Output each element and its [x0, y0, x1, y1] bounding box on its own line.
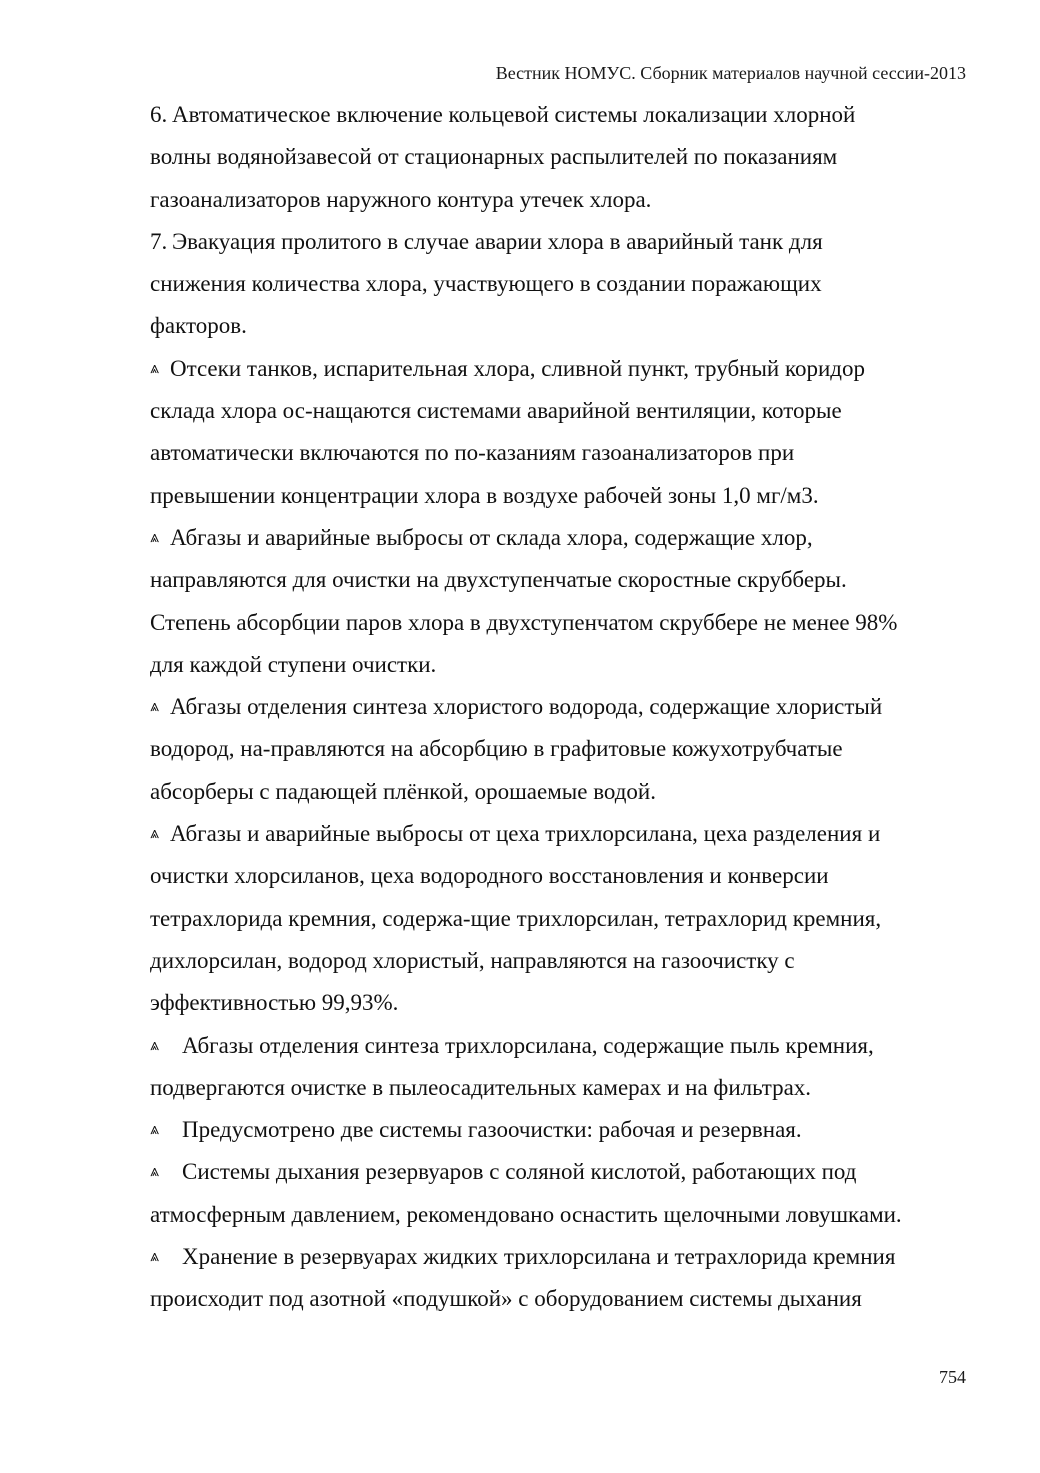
text-line	[150, 1067, 980, 1109]
line-text: Абгазы отделения синтеза трихлорсилана, содержащие пыль кремния,	[182, 1032, 874, 1058]
line-text: эффективностью 99,93%.	[150, 990, 399, 1016]
text-line	[150, 221, 980, 263]
bullet-icon: ⩓	[150, 1121, 160, 1139]
bullet-icon: ⩓	[150, 1248, 160, 1266]
line-text: газоанализаторов наружного контура утечек хлора.	[150, 186, 652, 212]
line-text: снижения количества хлора, участвующего в создании поражающих	[150, 271, 822, 297]
text-line	[150, 136, 980, 178]
text-line	[150, 728, 980, 770]
list-number: 7.	[150, 228, 168, 254]
text-line	[150, 940, 980, 982]
line-text: Отсеки танков, испарительная хлора, сливной пункт, трубный коридор	[170, 355, 865, 381]
line-text: направляются для очистки на двухступенчатые скоростные скрубберы.	[150, 567, 847, 593]
bullet-icon: ⩓	[150, 359, 160, 377]
bullet-icon: ⩓	[150, 825, 160, 843]
text-line	[150, 432, 980, 474]
line-text: Эвакуация пролитого в случае аварии хлора в аварийный танк для	[172, 228, 823, 254]
line-text: атмосферным давлением, рекомендовано оснастить щелочными ловушками.	[150, 1201, 902, 1227]
line-text: абсорберы с падающей плёнкой, орошаемые водой.	[150, 778, 656, 804]
running-header: Вестник НОМУС. Сборник материалов научной сессии-2013	[495, 63, 966, 83]
text-line	[150, 1151, 980, 1193]
line-text: Автоматическое включение кольцевой системы локализации хлорной	[172, 102, 856, 127]
bullet-icon: ⩓	[150, 1036, 160, 1054]
list-number: 6.	[150, 102, 168, 127]
line-text: факторов.	[150, 313, 247, 339]
text-line	[150, 1025, 980, 1067]
text-line	[150, 813, 980, 855]
text-line	[150, 644, 980, 686]
page-number: 754	[939, 1367, 966, 1387]
text-line	[150, 686, 980, 728]
text-line	[150, 390, 980, 432]
text-line	[150, 263, 980, 305]
line-text: тетрахлорида кремния, содержа-щие трихлорсилан, тетрахлорид кремния,	[150, 905, 882, 931]
line-text: Хранение в резервуарах жидких трихлорсилана и тетрахлорида кремния	[182, 1244, 896, 1270]
line-text: Степень абсорбции паров хлора в двухступенчатом скруббере не менее 98%	[150, 609, 898, 635]
line-text: склада хлора ос-нащаются системами аварийной вентиляции, которые	[150, 398, 842, 424]
line-text: водород, на-правляются на абсорбцию в графитовые кожухотрубчатые	[150, 736, 843, 762]
text-line	[150, 1194, 980, 1236]
line-text: волны водянойзавесой от стационарных распылителей по показаниям	[150, 144, 838, 170]
body-text	[150, 94, 980, 1321]
line-text: происходит под азотной «подушкой» с оборудованием системы дыхания	[150, 1286, 862, 1312]
line-text: автоматически включаются по по-казаниям газоанализаторов при	[150, 440, 795, 466]
text-line	[150, 517, 980, 559]
text-line	[150, 1109, 980, 1151]
text-line	[150, 94, 980, 136]
line-text: Абгазы отделения синтеза хлористого водорода, содержащие хлористый	[170, 694, 883, 720]
text-line	[150, 559, 980, 601]
line-text: превышении концентрации хлора в воздухе рабочей зоны 1,0 мг/м3.	[150, 482, 819, 508]
text-line	[150, 179, 980, 221]
line-text: подвергаются очистке в пылеосадительных камерах и на фильтрах.	[150, 1074, 812, 1100]
bullet-icon: ⩓	[150, 698, 160, 716]
text-line	[150, 982, 980, 1024]
text-line	[150, 348, 980, 390]
line-text: Предусмотрено две системы газоочистки: рабочая и резервная.	[182, 1117, 802, 1143]
line-text: Абгазы и аварийные выбросы от склада хлора, содержащие хлор,	[170, 524, 813, 550]
line-text: очистки хлорсиланов, цеха водородного восстановления и конверсии	[150, 863, 829, 889]
line-text: для каждой ступени очистки.	[150, 651, 437, 677]
line-text: Системы дыхания резервуаров с соляной кислотой, работающих под	[182, 1159, 857, 1185]
text-line	[150, 898, 980, 940]
text-line	[150, 771, 980, 813]
text-line	[150, 1236, 980, 1278]
line-text: дихлорсилан, водород хлористый, направляются на газоочистку с	[150, 947, 795, 973]
text-line	[150, 305, 980, 347]
text-line	[150, 475, 980, 517]
line-text: Абгазы и аварийные выбросы от цеха трихлорсилана, цеха разделения и	[170, 821, 881, 847]
text-line	[150, 1278, 980, 1320]
bullet-icon: ⩓	[150, 528, 160, 546]
text-line	[150, 855, 980, 897]
text-line	[150, 602, 980, 644]
bullet-icon: ⩓	[150, 1163, 160, 1181]
